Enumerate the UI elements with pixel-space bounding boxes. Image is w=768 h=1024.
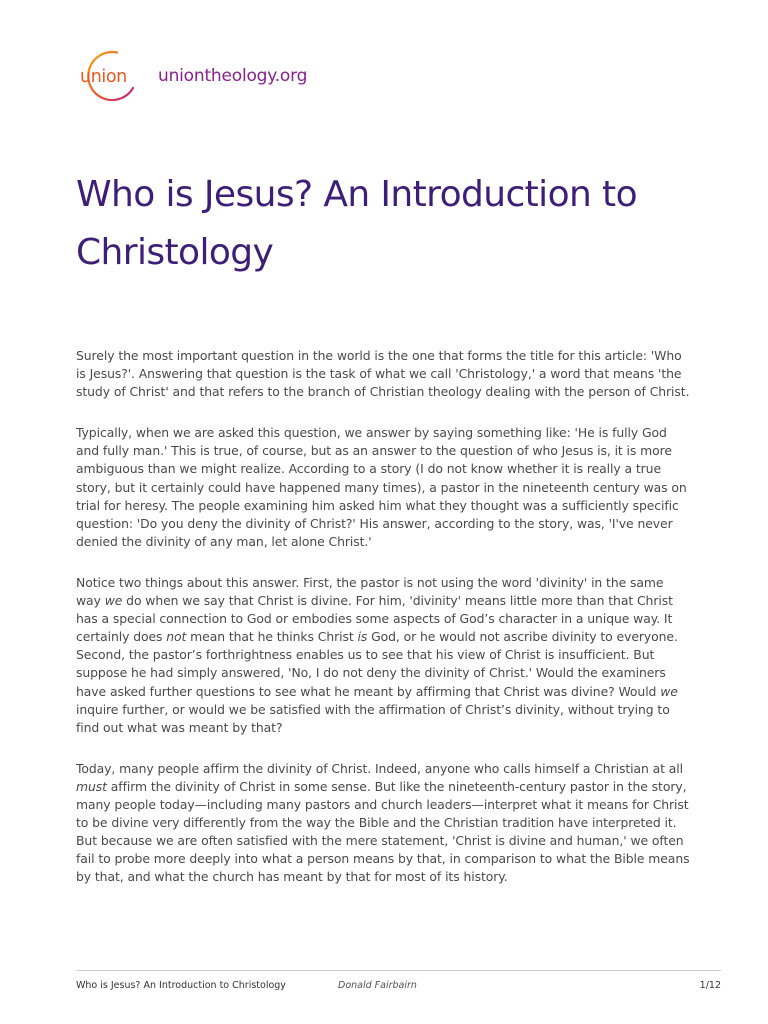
site-url[interactable]: uniontheology.org [158, 66, 308, 86]
paragraph-text: Notice two things about this answer. First, the pastor is not using the word 'divinity' in the same way [76, 574, 664, 609]
paragraph-text: God, or he would not ascribe divinity to everyone. Second, the pastor’s forthrightness enables us to see that his view of Christ is insufficient. But suppose he had simply answered, 'No, I do not deny the divinity of Christ.' Would the examiners have asked further questions to see what he meant by affirming that Christ was divine? Would [76, 629, 678, 699]
page-header [77, 48, 307, 104]
emphasis-text: we [104, 593, 123, 609]
article-title: Who is Jesus? An Introduction to Christology [76, 174, 638, 273]
paragraph-text: affirm the divinity of Christ in some sense. But like the nineteenth-century pastor in the story, many people today—including many pastors and church leaders—interpret what it means for Christ to be divine very differently from the way the Bible and the Christian tradition have interpreted it. But because we are often satisfied with the mere statement, 'Christ is divine and human,' we often fail to probe more deeply into what a person means by that, in comparison to what the Bible means by that, and what the church has meant by that for most of its history. [76, 778, 690, 885]
emphasis-text: must [76, 778, 107, 794]
article-body [76, 347, 692, 909]
page-footer [76, 980, 721, 996]
emphasis-text: not [166, 629, 187, 645]
page-number: 1/12 [699, 980, 721, 991]
footer-title: Who is Jesus? An Introduction to Christology [76, 980, 286, 991]
paragraph-text: inquire further, or would we be satisfied with the affirmation of Christ’s divinity, without trying to find out what was meant by that? [76, 701, 670, 735]
logo-wordmark: union [80, 67, 127, 87]
union-logo [77, 48, 143, 104]
paragraph [76, 424, 692, 551]
paragraph-text: do when we say that Christ is divine. For him, 'divinity' means little more than that Christ has a special connection to God or embodies some aspects of God’s character in a unique way. It certainly does [76, 593, 673, 645]
paragraph-text: mean that he thinks Christ [186, 629, 358, 645]
emphasis-text: is [357, 629, 368, 645]
emphasis-text: we [660, 683, 678, 699]
paragraph-text: Typically, when we are asked this question, we answer by saying something like: 'He is fully God and fully man.' This is true, of course, but as an answer to the question of who Jesus is, it is more ambiguous than we might realize. According to a story (I do not know whether it is really a true story, but it certainly could have happened many times), a pastor in the nineteenth century was on trial for heresy. The people examining him asked him what they thought was a sufficiently specific question: 'Do you deny the divinity of Christ?' His answer, according to the story, was, 'I've never denied the divinity of any man, let alone Christ.' [76, 425, 687, 549]
paragraph [76, 574, 692, 737]
paragraph-text: Today, many people affirm the divinity of Christ. Indeed, anyone who calls himself a Christian at all [76, 760, 683, 776]
paragraph [76, 760, 692, 887]
footer-author: Donald Fairbairn [338, 980, 417, 991]
paragraph-text: Surely the most important question in the world is the one that forms the title for this article: 'Who is Jesus?'. Answering that question is the task of what we call 'Christology,' a word that means 'the study of Christ' and that refers to the branch of Christian theology dealing with the person of Christ. [76, 348, 690, 400]
footer-divider [76, 970, 721, 971]
paragraph [76, 347, 692, 401]
